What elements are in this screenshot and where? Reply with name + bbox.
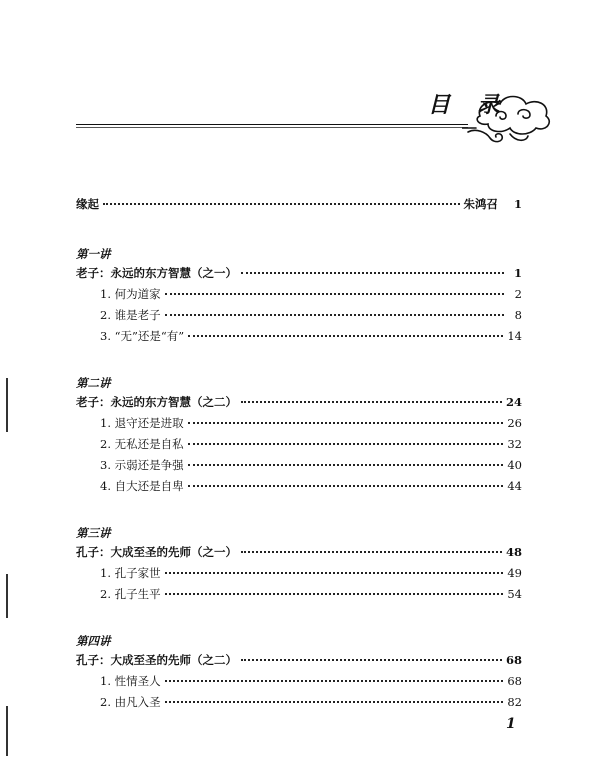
scan-edge-mark: [6, 706, 8, 756]
toc-entry-label: 4. 自大还是自卑: [100, 479, 184, 493]
toc-entry-lecture-title[interactable]: [76, 652, 522, 673]
leader-dots: [188, 421, 504, 424]
leader-dots: [165, 292, 504, 295]
toc-entry-page: 40: [507, 458, 522, 472]
toc-entry-page: 1: [513, 266, 522, 280]
leader-dots: [188, 442, 504, 445]
scan-edge-mark: [6, 574, 8, 618]
toc-entry-page: 1: [513, 197, 522, 211]
toc-entry-label: 3. “无”还是“有”: [100, 329, 185, 343]
toc-entry-section[interactable]: [76, 694, 522, 715]
toc-entry-intro[interactable]: [76, 196, 522, 220]
toc-entry-label: 孔子：大成至圣的先师（之二）: [76, 653, 237, 667]
toc-entry-page: 14: [507, 329, 522, 343]
cloud-ornament-icon: [462, 88, 562, 150]
leader-dots: [241, 658, 502, 661]
toc-entry-page: 49: [507, 566, 522, 580]
toc-entry-section[interactable]: [76, 436, 522, 457]
toc-entry-lecture-title[interactable]: [76, 544, 522, 565]
toc-entry-label: 老子：永远的东方智慧（之二）: [76, 395, 237, 409]
page-number: 1: [506, 716, 516, 732]
leader-dots: [188, 463, 504, 466]
toc-entry-page: 26: [507, 416, 522, 430]
toc-entry-label: 老子：永远的东方智慧（之一）: [76, 266, 237, 280]
toc-entry-label: 3. 示弱还是争强: [100, 458, 184, 472]
toc-entry-page: 68: [507, 674, 522, 688]
toc-entry-label: 1. 何为道家: [100, 287, 161, 301]
page-title: 目 录: [428, 92, 510, 118]
leader-dots: [241, 550, 502, 553]
lecture-heading: 第一讲: [76, 247, 111, 261]
leader-dots: [165, 571, 504, 574]
toc-entry-label: 孔子：大成至圣的先师（之一）: [76, 545, 237, 559]
toc-entry-page: 24: [505, 395, 522, 409]
lecture-heading: 第四讲: [76, 634, 111, 648]
toc-entry-page: 32: [507, 437, 522, 451]
leader-dots: [165, 313, 504, 316]
toc-entry-label: 1. 退守还是进取: [100, 416, 184, 430]
toc-entry-section[interactable]: [76, 286, 522, 307]
toc-entry-label: 2. 由凡入圣: [100, 695, 161, 709]
leader-dots: [188, 484, 504, 487]
lecture-heading: 第三讲: [76, 526, 111, 540]
leader-dots: [103, 202, 460, 205]
toc-entry-label: 1. 性情圣人: [100, 674, 161, 688]
toc-entry-section[interactable]: [76, 673, 522, 694]
toc-entry-page: 68: [505, 653, 522, 667]
toc-entry-page: 54: [507, 587, 522, 601]
toc-entry-label: 2. 谁是老子: [100, 308, 161, 322]
toc-entry-page: 8: [514, 308, 522, 322]
toc-entry-section[interactable]: [76, 328, 522, 349]
leader-dots: [241, 271, 504, 274]
toc-entry-page: 48: [505, 545, 522, 559]
toc-entry-section[interactable]: [76, 565, 522, 586]
toc-entry-label: 1. 孔子家世: [100, 566, 161, 580]
toc-entry-lecture-title[interactable]: [76, 394, 522, 415]
toc-entry-page: 44: [507, 479, 522, 493]
lecture-heading: 第二讲: [76, 376, 111, 390]
toc-entry-section[interactable]: [76, 415, 522, 436]
toc-entry-page: 82: [507, 695, 522, 709]
toc-entry-lecture-title[interactable]: [76, 265, 522, 286]
leader-dots: [165, 700, 504, 703]
leader-dots: [241, 400, 502, 403]
table-of-contents: [76, 196, 522, 715]
toc-entry-section[interactable]: [76, 457, 522, 478]
toc-entry-section[interactable]: [76, 478, 522, 499]
toc-entry-page: 2: [514, 287, 522, 301]
toc-entry-section[interactable]: [76, 307, 522, 328]
leader-dots: [165, 679, 504, 682]
toc-entry-label: 2. 无私还是自私: [100, 437, 184, 451]
toc-entry-section[interactable]: [76, 586, 522, 607]
leader-dots: [165, 592, 504, 595]
header-rule-thin: [76, 127, 468, 128]
toc-entry-label: 2. 孔子生平: [100, 587, 161, 601]
scan-edge-mark: [6, 378, 8, 432]
toc-entry-author: 朱鸿召: [463, 197, 498, 211]
toc-entry-label: 缘起: [76, 197, 99, 211]
header-rule: [76, 124, 468, 125]
leader-dots: [188, 334, 503, 337]
